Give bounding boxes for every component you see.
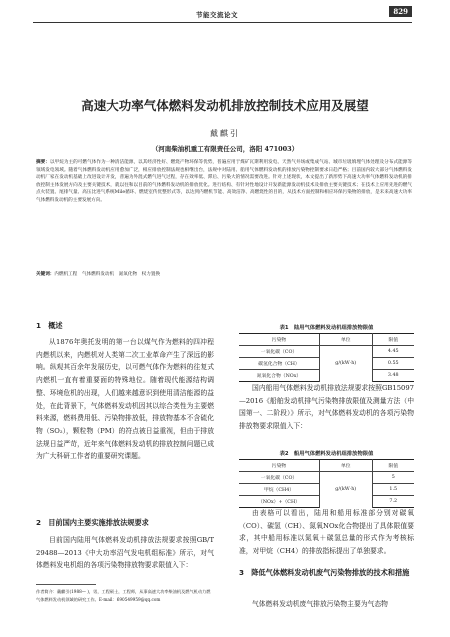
footnote-rule (36, 584, 96, 585)
table-header-cell: 单位 (320, 460, 373, 472)
abstract (36, 159, 412, 205)
header-rule (33, 22, 412, 23)
table-cell: 甲烷（CH4） (239, 484, 320, 496)
table-header-cell: 污染物 (239, 334, 320, 346)
section-2-paragraph-b: 国内船用气体燃料发动机排放法规要求按照GB15097—2016《船舶发动机排气污染物排放限值及测量方法（中国第一、二阶段）》所示，对气体燃料发动机的各项污染物排放物要求限值入下： (239, 384, 414, 431)
abstract-text: 以甲烷为主的可燃气体作为一种清洁能源，以其经济性好、燃烧产物环保等优势，普遍应用于煤矿瓦斯利用发电、天然气井场或集成气站、城市垃圾填埋气体处理及分布式能源等领域发电领域。随着气体燃料发动机应用愈加广泛，相应排放控制法规也相继出台，法规中对陆用、船用气体燃料发动机的排放污染物控制要求日趋严格；目前国内较大部分气体燃料发动机厂家在发动机基础上改进设计开发，普遍为外混式燃气进气过程，存在效率低、滞后、污染大的情况需要改进。针对上述现状，本文提出了新形势下高速大功率气体燃料发动机的排放控制主体发展方向及主要关键技术，就以往和以目前的气体燃料发动机的排放优化。进行结构、有针对性地设计开发新能源发动机技术及排放主要关键技术；在技术上应用先进的燃气点火装置、尾排气量、高压比进气系统Mile循环、燃烧室传优整形式等，以达到内燃机节能、高效洁净、高燃烧性的目的，从技术方面控制和相应环保污染物的排放，是未来高速大功率气体燃料发动机的主要发展方向。 (36, 160, 412, 203)
table-cell: 碳氢化合物（CH） (239, 358, 320, 370)
section-2-paragraph-c: 由表格可以看出，陆用和船用标准部分别对碳氧（CO）、碳氢（CH）、氮氧NOx化合物提出了具体限值要求，其中船用标准以氮氧＋碳氢总量的形式作为考核标准，对甲烷（CH4）的排放指标提出了单独要求。 (239, 509, 414, 556)
author-footnote: 作者简介：戴麒引(1988— )，男，工程硕士，工程师，从事高速大功率柴油机及燃气机动力燃气体燃料发动机领域的研究工作。E-mail：690549959@qq.com (36, 589, 211, 602)
keywords-text: 内燃机工程 气体燃料发动机 氮氧化物 权力置换 (54, 272, 161, 277)
table-row (239, 460, 414, 472)
table-cell: 1.5 (372, 484, 414, 496)
table-cell: g/(kW·h) (320, 472, 373, 508)
table-row (239, 346, 414, 358)
table-cell: 3.48 (372, 370, 414, 382)
keywords-label: 关键词： (36, 272, 55, 277)
table-cell: g/(kW·h) (320, 346, 373, 382)
running-header (0, 0, 450, 26)
abstract-label: 摘要： (36, 160, 50, 165)
section-heading-2: 2 目前国内主要实施排放法规要求 (36, 518, 149, 527)
table-row (239, 472, 414, 484)
author: 戴麒引 (210, 129, 240, 138)
table-cell: 氮氧化合物（NOx） (239, 370, 320, 382)
table-header-cell: 限值 (372, 460, 414, 472)
table-cell: 7.2 (372, 496, 414, 508)
table-2-caption: 表2 船用气体燃料发动机组排放物限值 (279, 451, 374, 457)
table-header-cell: 限值 (372, 334, 414, 346)
table-cell: 4.45 (372, 346, 414, 358)
table-1-caption: 表1 陆用气体燃料发动机组排放物限值 (279, 325, 374, 331)
section-heading-1: 1 概述 (36, 321, 63, 330)
affiliation: （河南柴油机重工有限责任公司，洛阳 471003） (151, 145, 299, 153)
page-number: 829 (389, 6, 412, 17)
section-1-paragraph: 从1876年奥托发明的第一台以煤气作为燃料的四冲程内燃机以来，内燃机对人类第二次工业革命产生了深远的影响。纵观其百余年发展历史，以可燃气体作为燃料的往复式内燃机一直有着重要面的特殊地位。随着现代能源结构调整、环境危机的出现，人们越来越意识到使用清洁能源的益处，在此背景下，气体燃料发动机因其以综合类性为主要燃料来源，燃料费用低、污染物排放低，排放物基本不含硫化物（SO₂），颗粒物（PM）的符点被日益重视，但由于排放法规日益严苛，近年来气体燃料发动机的排放控制问题已成为广大科研工作者的重要研究课题。 (36, 338, 214, 461)
table-cell: 0.55 (372, 358, 414, 370)
table-cell: 一氧化碳（CO） (239, 472, 320, 484)
table-cell: （NOx）+（CH） (239, 496, 320, 508)
table-header-cell: 单位 (320, 334, 373, 346)
keywords (36, 271, 412, 277)
table-cell: 5 (372, 472, 414, 484)
journal-name: 节能交流论文 (196, 11, 238, 19)
paper-title: 高速大功率气体燃料发动机排放控制技术应用及展望 (81, 98, 369, 113)
table-row (239, 334, 414, 346)
section-3-paragraph: 气体燃料发动机废气排放污染物主要为气态物 (252, 600, 388, 608)
table-2 (239, 459, 414, 508)
table-1 (239, 333, 414, 382)
table-cell: 一氧化碳（CO） (239, 346, 320, 358)
section-heading-3: 3 降低气体燃料发动机废气污染物排放的技术和措施 (239, 568, 410, 577)
section-2-paragraph: 目前国内陆用气体燃料发动机排放法规要求按照GB/T 29488—2013《中大功率沼气发电机组标准》所示，对气体燃料发电机组的各项污染物排放物要求限值入下： (36, 536, 214, 570)
table-header-cell: 污染物 (239, 460, 320, 472)
